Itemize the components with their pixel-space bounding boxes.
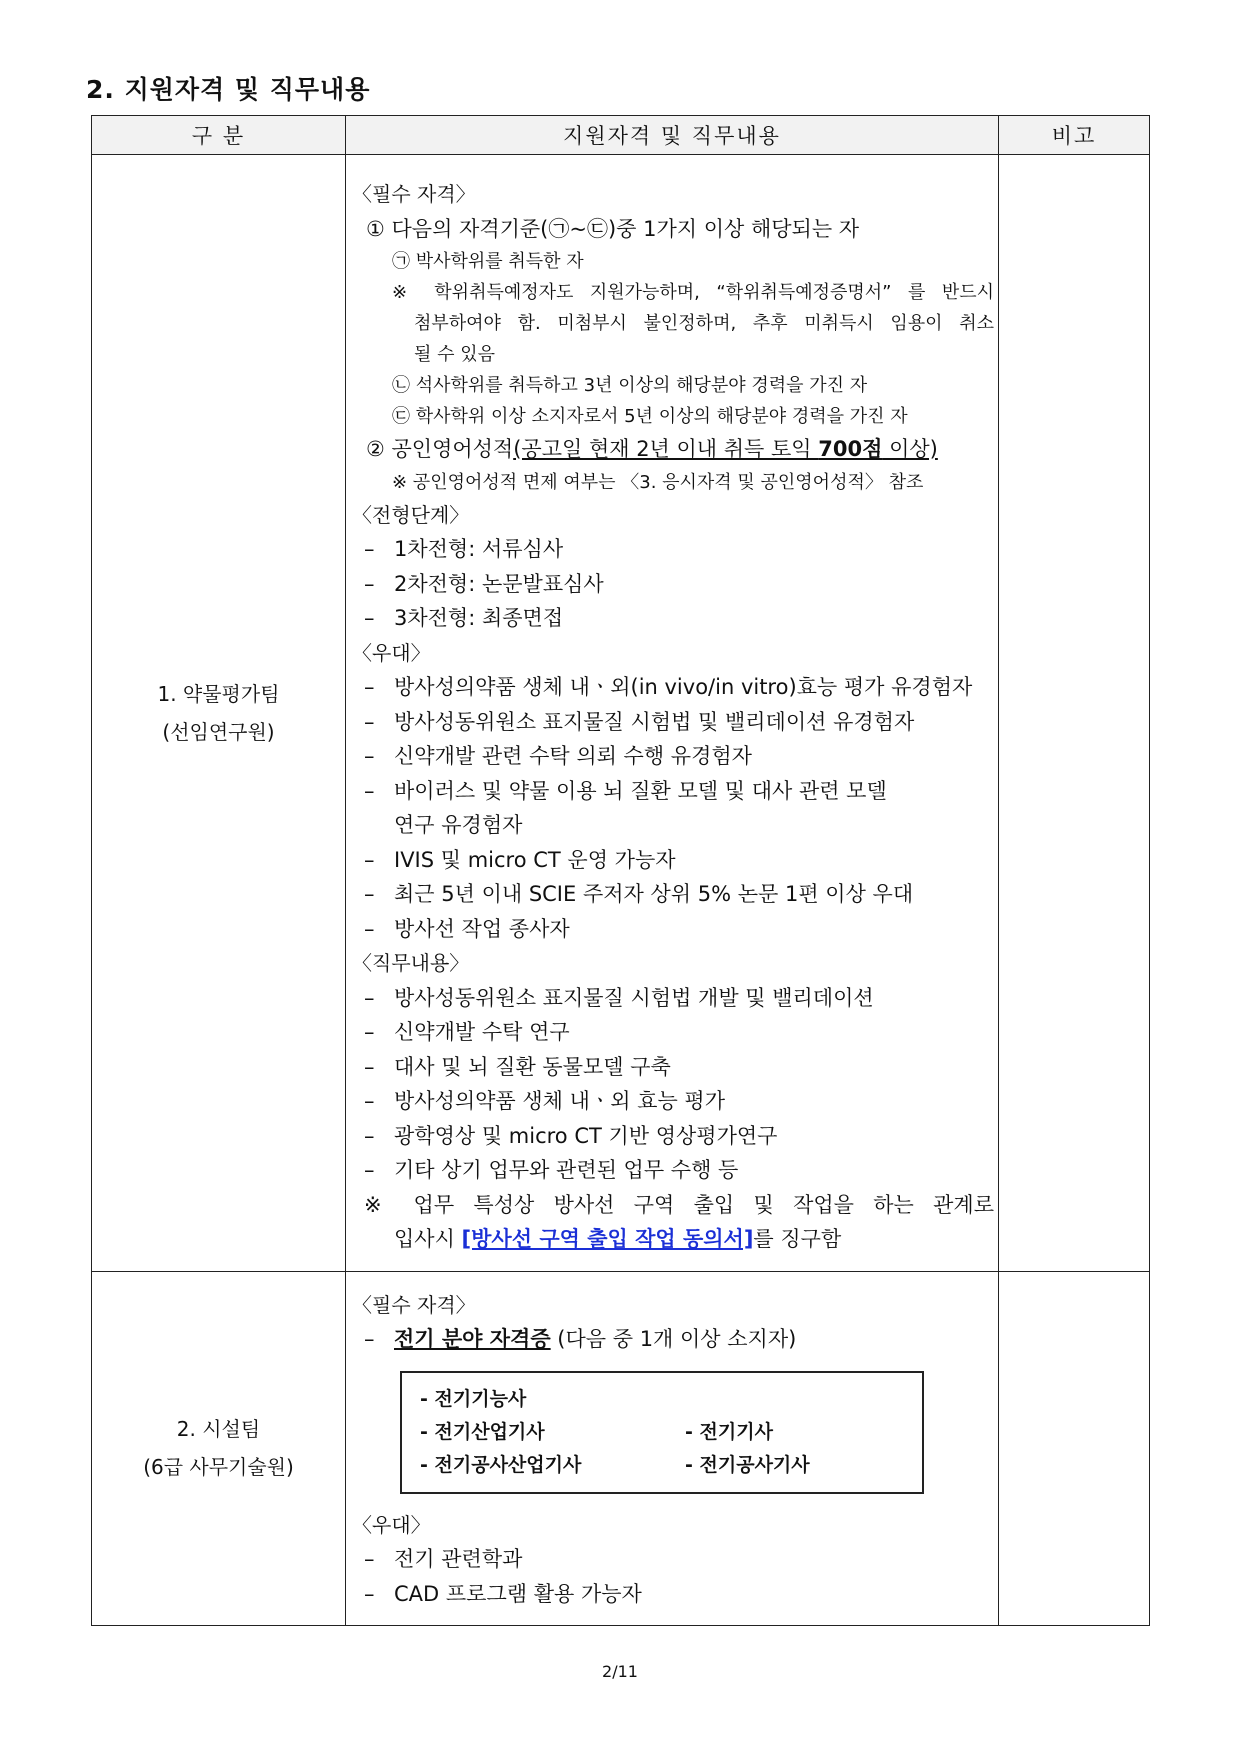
- table-header-row: [92, 116, 1150, 155]
- position-name: (선임연구원): [162, 719, 275, 744]
- certificate-item: - 전기산업기사: [420, 1420, 545, 1443]
- preference-title: 〈우대〉: [352, 1512, 431, 1537]
- category-cell: [92, 1271, 346, 1626]
- note-1-line-1: ※ 학위취득예정자도 지원가능하며, “학위취득예정증명서” 를 반드시: [392, 282, 994, 303]
- team-name: 2. 시설팀: [176, 1417, 261, 1442]
- toeic-score: 700점: [818, 437, 883, 461]
- dash-icon: –: [364, 1327, 375, 1351]
- table-row: [92, 1271, 1150, 1626]
- content-cell: [346, 1271, 999, 1626]
- dash-icon: –: [364, 882, 375, 906]
- stage-text: 2차전형: 논문발표심사: [394, 571, 604, 596]
- consent-form-link[interactable]: [방사선 구역 출입 작업 동의서]: [461, 1227, 754, 1251]
- stage-text: 3차전형: 최종면접: [394, 606, 564, 630]
- final-note-suffix: 를 징구함: [753, 1227, 842, 1251]
- list-item: [352, 981, 994, 1016]
- remark-cell: [999, 1271, 1150, 1626]
- header-remark: 비고: [999, 116, 1150, 155]
- requirement-2-detail-end: 이상): [882, 437, 938, 461]
- requirement-1: ① 다음의 자격기준(㉠~㉢)중 1가지 이상 해당되는 자: [366, 216, 860, 241]
- position-name: (6급 사무기술원): [143, 1455, 294, 1480]
- certificate-row: [420, 1416, 904, 1449]
- duty-text: 대사 및 뇌 질환 동물모델 구축: [394, 1054, 671, 1079]
- list-item: [352, 1084, 994, 1119]
- preference-text: 바이러스 및 약물 이용 뇌 질환 모델 및 대사 관련 모델: [394, 778, 887, 803]
- preference-text: 최근 5년 이내 SCIE 주저자 상위 5% 논문 1편 이상 우대: [394, 882, 914, 906]
- list-item: [352, 670, 994, 705]
- list-item: [352, 1542, 994, 1577]
- list-item: [352, 601, 994, 636]
- preference-text: 전기 관련학과: [394, 1547, 523, 1571]
- dash-icon: –: [364, 1123, 375, 1148]
- dash-icon: –: [364, 1054, 375, 1079]
- preference-title: 〈우대〉: [352, 640, 431, 665]
- list-item: [352, 705, 994, 740]
- duty-text: 기타 상기 업무와 관련된 업무 수행 등: [394, 1158, 739, 1182]
- preference-text: 신약개발 관련 수탁 의뢰 수행 유경험자: [394, 744, 752, 768]
- header-content: 지원자격 및 직무내용: [346, 116, 999, 155]
- certificate-item: - 전기공사기사: [685, 1453, 810, 1476]
- header-category: 구 분: [92, 116, 346, 155]
- certificate-box: [400, 1371, 924, 1494]
- preference-continuation: 연구 유경험자: [394, 813, 523, 837]
- preference-text: 방사성의약품 생체 내ㆍ외(in vivo/in vitro)효능 평가 유경험자: [394, 675, 973, 699]
- list-item: [352, 1119, 994, 1154]
- certificate-row: [420, 1383, 904, 1416]
- final-note-prefix: 입사시: [394, 1227, 462, 1251]
- section-heading: 2. 지원자격 및 직무내용: [86, 75, 371, 104]
- remark-cell: [999, 155, 1150, 1272]
- required-title: 〈필수 자격〉: [352, 1292, 476, 1317]
- duty-text: 방사성의약품 생체 내ㆍ외 효능 평가: [394, 1089, 725, 1113]
- requirement-2: [352, 432, 994, 467]
- list-item: [352, 1050, 994, 1085]
- list-item: [352, 843, 994, 878]
- duties-title: 〈직무내용〉: [352, 951, 470, 975]
- dash-icon: –: [364, 847, 375, 872]
- requirement-1a: ㉠ 박사학위를 취득한 자: [392, 251, 584, 272]
- certificate-item: - 전기기능사: [420, 1387, 527, 1410]
- requirement-2-label: ② 공인영어성적: [366, 437, 514, 461]
- dash-icon: –: [364, 1158, 375, 1182]
- table-row: [92, 155, 1150, 1272]
- certificate-item: - 전기기사: [685, 1420, 773, 1443]
- preference-text: 방사선 작업 종사자: [394, 916, 570, 941]
- content-cell: [346, 155, 999, 1272]
- team-name: 1. 약물평가팀: [157, 681, 280, 706]
- requirement-2-detail: [513, 437, 938, 461]
- requirement-detail: (다음 중 1개 이상 소지자): [550, 1327, 797, 1351]
- dash-icon: –: [364, 916, 375, 941]
- note-2: ※ 공인영어성적 면제 여부는 〈3. 응시자격 및 공인영어성적〉 참조: [392, 471, 924, 493]
- category-cell: [92, 155, 346, 1272]
- preference-text: CAD 프로그램 활용 가능자: [394, 1581, 642, 1606]
- preference-text: IVIS 및 micro CT 운영 가능자: [394, 847, 676, 872]
- list-item: [352, 1015, 994, 1050]
- dash-icon: –: [364, 1020, 375, 1044]
- list-item: [352, 1153, 994, 1188]
- dash-icon: –: [364, 709, 375, 734]
- stage-text: 1차전형: 서류심사: [394, 537, 564, 561]
- list-item: [352, 567, 994, 602]
- requirement-1c: ㉢ 학사학위 이상 소지자로서 5년 이상의 해당분야 경력을 가진 자: [392, 406, 908, 427]
- list-item: [352, 1577, 994, 1612]
- list-item: [352, 774, 994, 809]
- dash-icon: –: [364, 985, 375, 1010]
- page-number: 2/11: [602, 1662, 638, 1681]
- duty-text: 방사성동위원소 표지물질 시험법 개발 및 밸리데이션: [394, 985, 874, 1010]
- certificate-row: [420, 1449, 904, 1482]
- list-item: [352, 877, 994, 912]
- certificate-item: - 전기공사산업기사: [420, 1453, 582, 1476]
- dash-icon: –: [364, 571, 375, 596]
- required-title: 〈필수 자격〉: [352, 182, 476, 206]
- dash-icon: –: [364, 1089, 375, 1113]
- final-note-line-1: ※ 업무 특성상 방사선 구역 출입 및 작업을 하는 관계로: [364, 1192, 994, 1217]
- qualification-table: [91, 115, 1150, 1626]
- requirement-1b: ㉡ 석사학위를 취득하고 3년 이상의 해당분야 경력을 가진 자: [392, 375, 868, 396]
- dash-icon: –: [364, 537, 375, 561]
- duty-text: 신약개발 수탁 연구: [394, 1020, 570, 1044]
- duty-text: 광학영상 및 micro CT 기반 영상평가연구: [394, 1123, 778, 1148]
- preference-text: 방사성동위원소 표지물질 시험법 및 밸리데이션 유경험자: [394, 709, 915, 734]
- note-1-line-3: 될 수 있음: [414, 344, 495, 365]
- list-item: [352, 532, 994, 567]
- note-1-line-2: 첨부하여야 함. 미첨부시 불인정하며, 추후 미취득시 임용이 취소: [414, 313, 994, 334]
- list-item: [352, 739, 994, 774]
- stages-title: 〈전형단계〉: [352, 502, 470, 527]
- dash-icon: –: [364, 778, 375, 803]
- dash-icon: –: [364, 606, 375, 630]
- final-note-line-2: [352, 1222, 994, 1257]
- dash-icon: –: [364, 675, 375, 699]
- requirement-line: [352, 1322, 994, 1357]
- requirement-2-detail-text: (공고일 현재 2년 이내 취득 토익: [513, 437, 819, 461]
- dash-icon: –: [364, 1581, 375, 1606]
- list-item: [352, 912, 994, 947]
- dash-icon: –: [364, 1547, 375, 1571]
- requirement-highlight: 전기 분야 자격증: [394, 1327, 551, 1351]
- dash-icon: –: [364, 744, 375, 768]
